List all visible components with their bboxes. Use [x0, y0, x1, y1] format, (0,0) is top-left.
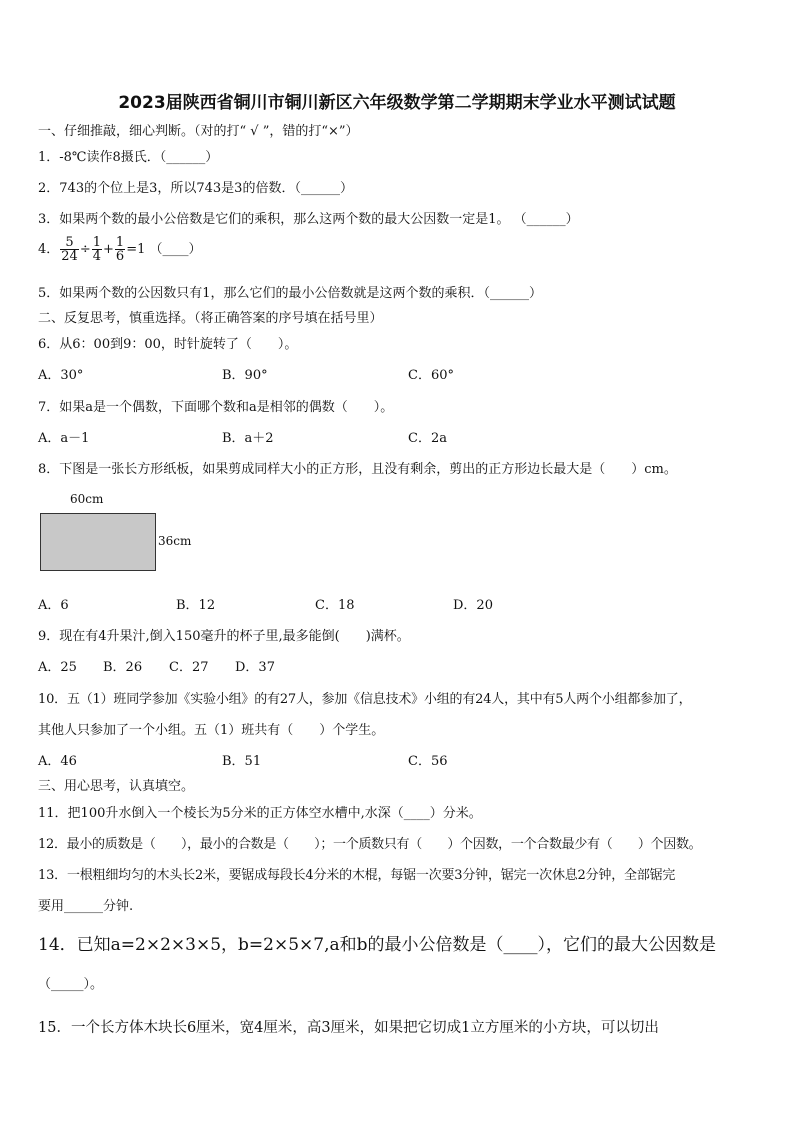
- question-8: 8．下图是一张长方形纸板，如果剪成同样大小的正方形，且没有剩余，剪出的正方形边长最大是（ ）cm。: [38, 462, 677, 477]
- question-13-line-2: 要用______分钟.: [38, 899, 134, 914]
- question-4-suffix: =1 （____）: [126, 242, 202, 257]
- question-9-option-d: D．37: [235, 660, 275, 675]
- question-7-option-c: C．2a: [408, 431, 447, 446]
- question-9: 9．现在有4升果汁,倒入150毫升的杯子里,最多能倒( )满杯。: [38, 629, 410, 644]
- question-14-line-2: （_____）。: [38, 977, 104, 992]
- section-3-heading: 三、用心思考，认真填空。: [38, 779, 195, 794]
- rectangle-figure: [40, 513, 156, 571]
- question-9-option-b: B．26: [103, 660, 143, 675]
- question-4-prefix: 4．: [38, 242, 60, 257]
- question-10-option-c: C．56: [408, 754, 448, 769]
- question-6-option-b: B．90°: [222, 368, 268, 383]
- question-7-option-b: B．a＋2: [222, 431, 274, 446]
- question-1: 1．-8℃读作8摄氏．（______）: [38, 150, 219, 165]
- question-15: 15．一个长方体木块长6厘米，宽4厘米，高3厘米，如果把它切成1立方厘米的小方块，可以切出: [38, 1020, 659, 1036]
- question-5: 5．如果两个数的公因数只有1，那么它们的最小公倍数就是这两个数的乘积．（______）: [38, 286, 543, 301]
- question-10-option-b: B．51: [222, 754, 262, 769]
- fraction-1-6: $\frac{1}{6}$: [115, 235, 125, 264]
- question-7: 7．如果a是一个偶数，下面哪个数和a是相邻的偶数（ ）。: [38, 400, 394, 415]
- section-2-heading: 二、反复思考，慎重选择。（将正确答案的序号填在括号里）: [38, 311, 383, 326]
- question-6-option-a: A．30°: [38, 368, 84, 383]
- rectangle-height-label: 36cm: [158, 534, 192, 548]
- question-8-option-a: A．6: [38, 598, 69, 613]
- fraction-5-24: $\frac{5}{24}$: [61, 235, 78, 264]
- question-10-line-2: 其他人只参加了一个小组。五（1）班共有（ ）个学生。: [38, 723, 385, 738]
- section-1-heading: 一、仔细推敲，细心判断。（对的打“ √ ”，错的打“×”）: [38, 124, 359, 139]
- plus-sign: +: [103, 242, 114, 257]
- question-11: 11．把100升水倒入一个棱长为5分米的正方体空水槽中,水深（____）分米。: [38, 806, 482, 821]
- question-8-option-c: C．18: [315, 598, 355, 613]
- question-8-option-b: B．12: [176, 598, 216, 613]
- question-7-option-a: A．a－1: [38, 431, 90, 446]
- question-13-line-1: 13．一根粗细均匀的木头长2米，要锯成每段长4分米的木棍，每锯一次要3分钟，锯完一次休息2分钟，全部锯完: [38, 868, 676, 883]
- question-6: 6．从6：00到9：00，时针旋转了（ ）。: [38, 337, 298, 352]
- question-10-option-a: A．46: [38, 754, 77, 769]
- question-2: 2．743的个位上是3，所以743是3的倍数．（______）: [38, 181, 353, 196]
- question-10-line-1: 10．五（1）班同学参加《实验小组》的有27人，参加《信息技术》小组的有24人，其中有5人两个小组都参加了，: [38, 692, 692, 707]
- question-9-option-c: C．27: [169, 660, 209, 675]
- rectangle-width-label: 60cm: [70, 492, 104, 506]
- question-14-line-1: 14．已知a=2×2×3×5，b=2×5×7,a和b的最小公倍数是（____），它们的最大公因数是: [38, 935, 716, 955]
- question-3: 3．如果两个数的最小公倍数是它们的乘积，那么这两个数的最大公因数一定是1。 （______）: [38, 212, 579, 227]
- question-4: [38, 236, 202, 263]
- question-6-option-c: C．60°: [408, 368, 454, 383]
- fraction-1-4: $\frac{1}{4}$: [92, 235, 102, 264]
- divide-sign: ÷: [79, 242, 91, 257]
- question-9-option-a: A．25: [38, 660, 77, 675]
- page-title: 2023届陕西省铜川市铜川新区六年级数学第二学期期末学业水平测试试题: [118, 93, 676, 113]
- question-8-option-d: D．20: [453, 598, 493, 613]
- question-12: 12．最小的质数是（ ），最小的合数是（ ）；一个质数只有（ ）个因数，一个合数最少有（ ）个因数。: [38, 837, 702, 852]
